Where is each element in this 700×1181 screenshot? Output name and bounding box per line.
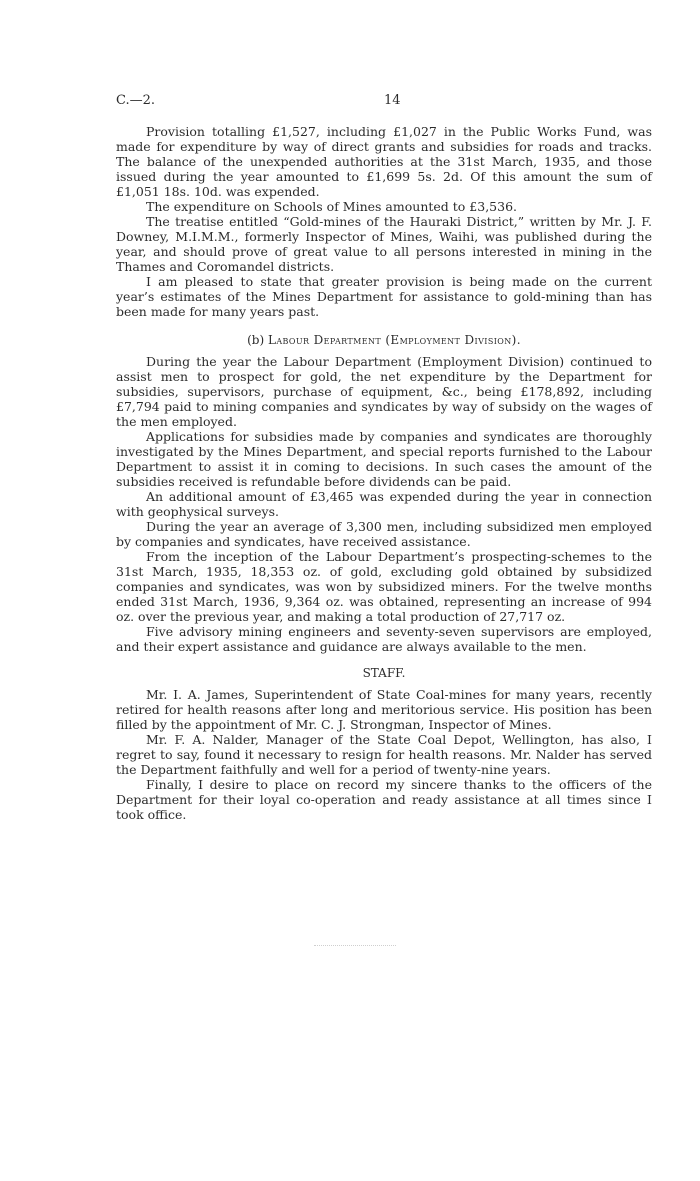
section-heading-staff: STAFF. — [362, 666, 406, 680]
paragraph: I am pleased to state that greater provision is being made on the current year’s estimates of the Mines Department for assistance to gold-mining than has been made for many years past. — [116, 274, 652, 319]
paragraph: During the year an average of 3,300 men, including subsidized men employed by companies and syndicates, have received assistance. — [116, 519, 652, 549]
series-code: C.—2. — [116, 93, 156, 108]
paragraph: Five advisory mining engineers and seventy-seven supervisors are employed, and their expert assistance and guidance are always available to the men. — [116, 624, 652, 654]
paragraph: Mr. I. A. James, Superintendent of State Coal-mines for many years, recently retired for health reasons after long and meritorious service. His position has been filled by the appointment of Mr. C. J. Strongman, Inspector of Mines. — [116, 687, 652, 732]
paragraph: During the year the Labour Department (Employment Division) continued to assist men to prospect for gold, the net expenditure by the Department for subsidies, supervisors, purchase of equipment, &c., being £178,892, including £7,794 paid to mining companies and syndicates by way of subsidy on the wages of the men employed. — [116, 354, 652, 429]
paragraph: The expenditure on Schools of Mines amounted to £3,536. — [146, 199, 517, 214]
section-prefix: (b) — [247, 333, 265, 347]
paragraph: Mr. F. A. Nalder, Manager of the State Coal Depot, Wellington, has also, I regret to say, found it necessary to resign for health reasons. Mr. Nalder has served the Department faithfully and well for a period of twenty-nine years. — [116, 732, 652, 777]
paragraph: The treatise entitled “Gold-mines of the Hauraki District,” written by Mr. J. F. Downey, M.I.M.M., formerly Inspector of Mines, Waihi, was published during the year, and should prove of great value to all persons interested in mining in the Thames and Coromandel districts. — [116, 214, 652, 274]
paragraph: From the inception of the Labour Department’s prospecting-schemes to the 31st March, 1935, 18,353 oz. of gold, excluding gold obtained by subsidized companies and syndicates, was won by subsidized miners. For the twelve months ended 31st March, 1936, 9,364 oz. was obtained, representing an increase of 994 oz. over the previous year, and making a total production of 27,717 oz. — [116, 549, 652, 624]
paragraph: Applications for subsidies made by companies and syndicates are thoroughly investigated by the Mines Department, and special reports furnished to the Labour Department to assist it in coming to decisions. In such cases the amount of the subsidies received is refundable before dividends can be paid. — [116, 429, 652, 489]
section-heading-labour-department — [116, 333, 652, 348]
paragraph: Finally, I desire to place on record my sincere thanks to the officers of the Department for their loyal co-operation and ready assistance at all times since I took office. — [116, 777, 652, 822]
section-title: Labour Department (Employment Division). — [267, 333, 521, 347]
end-divider — [314, 945, 396, 946]
paragraph: An additional amount of £3,465 was expended during the year in connection with geophysical surveys. — [116, 489, 652, 519]
document-body — [116, 124, 652, 822]
paragraph: Provision totalling £1,527, including £1,027 in the Public Works Fund, was made for expenditure by way of direct grants and subsidies for roads and tracks. The balance of the unexpended authorities at the 31st March, 1935, and those issued during the year amounted to £1,699 5s. 2d. Of this amount the sum of £1,051 18s. 10d. was expended. — [116, 124, 652, 199]
page-number: 14 — [384, 93, 401, 108]
